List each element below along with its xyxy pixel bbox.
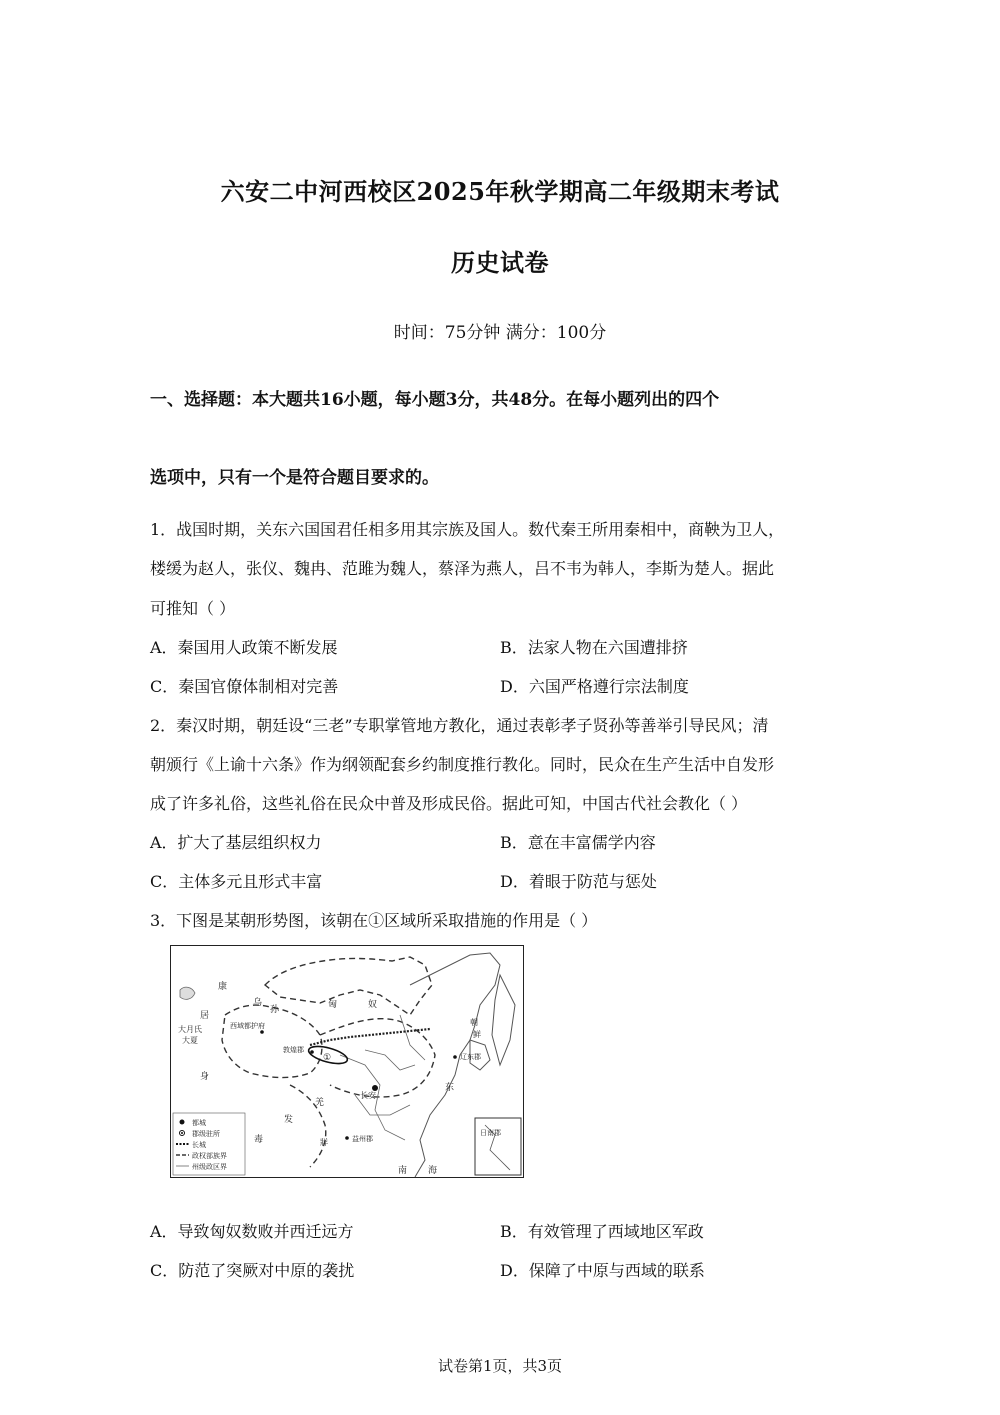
question-2-option-b[interactable]: B．意在丰富儒学内容 — [500, 833, 656, 852]
legend-great-wall: 长城 — [192, 1141, 206, 1149]
legend-political-border: 政权部族界 — [192, 1152, 227, 1160]
question-1-line-3: 可推知（ ） — [150, 599, 236, 618]
question-2-line-3: 成了许多礼俗，这些礼俗在民众中普及形成民俗。据此可知，中国古代社会教化（ ） — [150, 794, 748, 813]
legend-capital: 都城 — [192, 1119, 206, 1127]
question-2-option-c[interactable]: C．主体多元且形式丰富 — [150, 872, 323, 891]
map-label-duhufu: 西域都护府 — [230, 1022, 265, 1030]
map-label-dunhuang: 敦煌郡 — [283, 1046, 304, 1054]
map-label-dong: 东 — [445, 1083, 455, 1093]
question-2-option-d[interactable]: D．着眼于防范与惩处 — [500, 872, 657, 891]
han-dynasty-map — [170, 945, 524, 1178]
question-2-option-a[interactable]: A．扩大了基层组织权力 — [150, 833, 322, 852]
map-label-dayuezhi: 大月氏 — [178, 1025, 202, 1034]
exam-title: 六安二中河西校区2025年秋学期高二年级期末考试 — [220, 177, 780, 206]
section-heading-line1: 一、选择题：本大题共16小题，每小题3分，共48分。在每小题列出的四个 — [150, 390, 720, 410]
question-3-option-d[interactable]: D．保障了中原与西域的联系 — [500, 1261, 705, 1280]
map-label-region-1: ① — [323, 1053, 332, 1063]
question-3-option-a[interactable]: A．导致匈奴数败并西迁远方 — [150, 1222, 354, 1241]
legend-state-border: 州级政区界 — [192, 1163, 227, 1171]
question-1-option-c[interactable]: C．秦国官僚体制相对完善 — [150, 677, 339, 696]
map-legend — [173, 1113, 245, 1175]
map-label-qiang: 羌 — [315, 1098, 325, 1108]
map-label-rinan: 日南郡 — [480, 1129, 501, 1137]
question-2-line-2: 朝颁行《上谕十六条》作为纲领配套乡约制度推行教化。同时，民众在生产生活中自发形 — [150, 755, 775, 774]
map-label-yizhou: 益州郡 — [352, 1135, 373, 1143]
map-label-shen: 身 — [200, 1072, 210, 1082]
map-label-zang: 牂 — [320, 1138, 328, 1147]
map-label-xiong: 匈 — [328, 1000, 338, 1010]
question-1-option-a[interactable]: A．秦国用人政策不断发展 — [150, 638, 338, 657]
map-label-zhao: 朝 — [470, 1018, 478, 1027]
map-label-hai: 海 — [428, 1166, 438, 1176]
legend-commandery: 郡级驻所 — [192, 1130, 220, 1138]
map-label-daxia: 大夏 — [182, 1036, 198, 1045]
page-footer: 试卷第1页，共3页 — [437, 1357, 563, 1375]
question-1-line-1: 1．战国时期，关东六国国君任相多用其宗族及国人。数代秦王所用秦相中，商鞅为卫人， — [150, 520, 785, 539]
question-3-option-b[interactable]: B．有效管理了西域地区军政 — [500, 1222, 704, 1241]
map-label-kang: 康 — [218, 982, 228, 992]
exam-subject: 历史试卷 — [451, 248, 549, 277]
map-label-changan: 长安 — [360, 1091, 376, 1100]
map-label-liaodong: 辽东郡 — [460, 1053, 481, 1061]
map-label-fa: 发 — [284, 1115, 294, 1125]
map-label-wu: 乌 — [253, 998, 263, 1008]
map-label-du: 毒 — [254, 1135, 264, 1145]
question-1-line-2: 楼缓为赵人，张仪、魏冉、范雎为魏人，蔡泽为燕人，吕不韦为韩人，李斯为楚人。据此 — [150, 559, 775, 578]
map-label-sun: 孙 — [270, 1005, 280, 1015]
question-3-option-c[interactable]: C．防范了突厥对中原的袭扰 — [150, 1261, 355, 1280]
question-3-line-1: 3．下图是某朝形势图，该朝在①区域所采取措施的作用是（ ） — [150, 911, 598, 930]
exam-meta: 时间：75分钟 满分：100分 — [393, 323, 607, 343]
map-label-nu: 奴 — [368, 1000, 378, 1010]
question-1-option-d[interactable]: D．六国严格遵行宗法制度 — [500, 677, 689, 696]
map-label-nan: 南 — [398, 1166, 408, 1176]
question-2-line-1: 2．秦汉时期，朝廷设“三老”专职掌管地方教化，通过表彰孝子贤孙等善举引导民风；清 — [150, 716, 769, 735]
question-1-option-b[interactable]: B．法家人物在六国遭排挤 — [500, 638, 688, 657]
section-heading-line2: 选项中，只有一个是符合题目要求的。 — [150, 468, 439, 488]
map-label-ju: 居 — [200, 1011, 210, 1021]
map-label-xian: 鲜 — [473, 1030, 481, 1039]
